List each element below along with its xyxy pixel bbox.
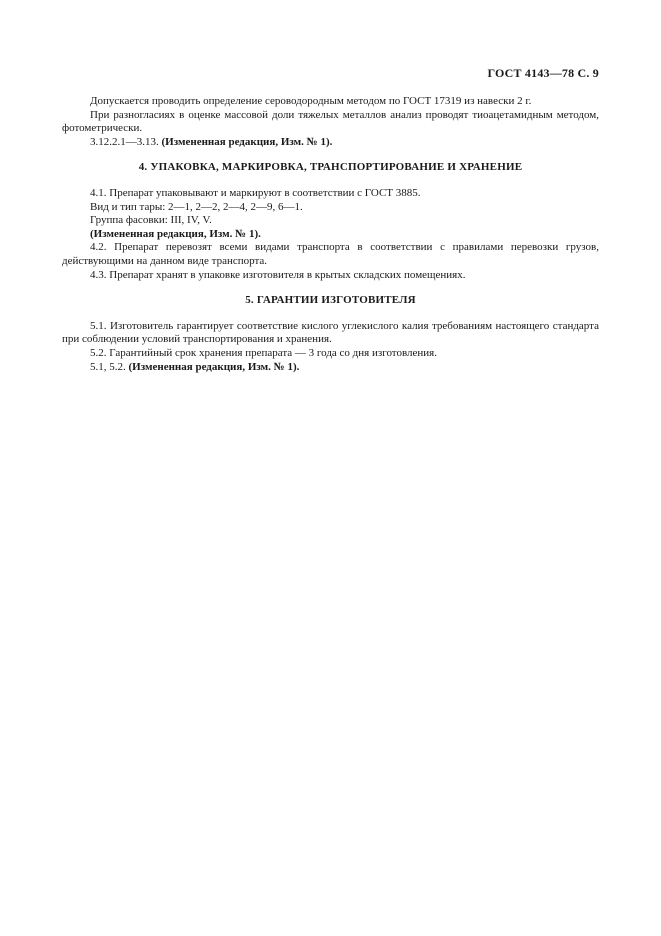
paragraph-4-3: 4.3. Препарат хранят в упаковке изготовителя в крытых складских помещениях. (90, 268, 466, 281)
revision-note-3: (Измененная редакция, Изм. № 1). (161, 135, 333, 148)
paragraph-4-1: 4.1. Препарат упаковывают и маркируют в соответствии с ГОСТ 3885. (90, 186, 421, 199)
document-body (62, 95, 599, 374)
paragraph-hydrogen-sulfide-method: Допускается проводить определение сероводородным методом по ГОСТ 17319 из навески 2 г. (90, 95, 532, 107)
paragraph-container-type: Вид и тип тары: 2—1, 2—2, 2—4, 2—9, 6—1. (90, 200, 303, 213)
paragraph-revision-3 (62, 136, 599, 150)
revision-note-4: (Измененная редакция, Изм. № 1). (90, 227, 261, 240)
paragraph-revision-5 (62, 361, 599, 375)
paragraph-5-1: 5.1. Изготовитель гарантирует соответствие кислого углекислого калия требованиям настоящего стандарта при соблюдении условий транспортирования и хранения. (62, 319, 599, 346)
paragraph-packing-group: Группа фасовки: III, IV, V. (90, 214, 212, 227)
section-5-title: 5. ГАРАНТИИ ИЗГОТОВИТЕЛЯ (245, 294, 416, 307)
revision-ref-5: 5.1, 5.2. (90, 360, 129, 373)
paragraph-4-2: 4.2. Препарат перевозят всеми видами транспорта в соответствии с правилами перевозки грузов, действующими на данном виде транспорта. (62, 241, 599, 267)
page-header: ГОСТ 4143—78 С. 9 (487, 66, 599, 80)
revision-note-5: (Измененная редакция, Изм. № 1). (128, 360, 300, 373)
revision-ref-3: 3.12.2.1—3.13. (90, 135, 162, 148)
section-4-title: 4. УПАКОВКА, МАРКИРОВКА, ТРАНСПОРТИРОВАНИЕ И ХРАНЕНИЕ (138, 161, 523, 174)
paragraph-disagreement-method: При разногласиях в оценке массовой доли тяжелых металлов анализ проводят тиоацетамидным методом, фотометрически. (62, 108, 599, 135)
paragraph-5-2: 5.2. Гарантийный срок хранения препарата — 3 года со дня изготовления. (90, 346, 437, 359)
